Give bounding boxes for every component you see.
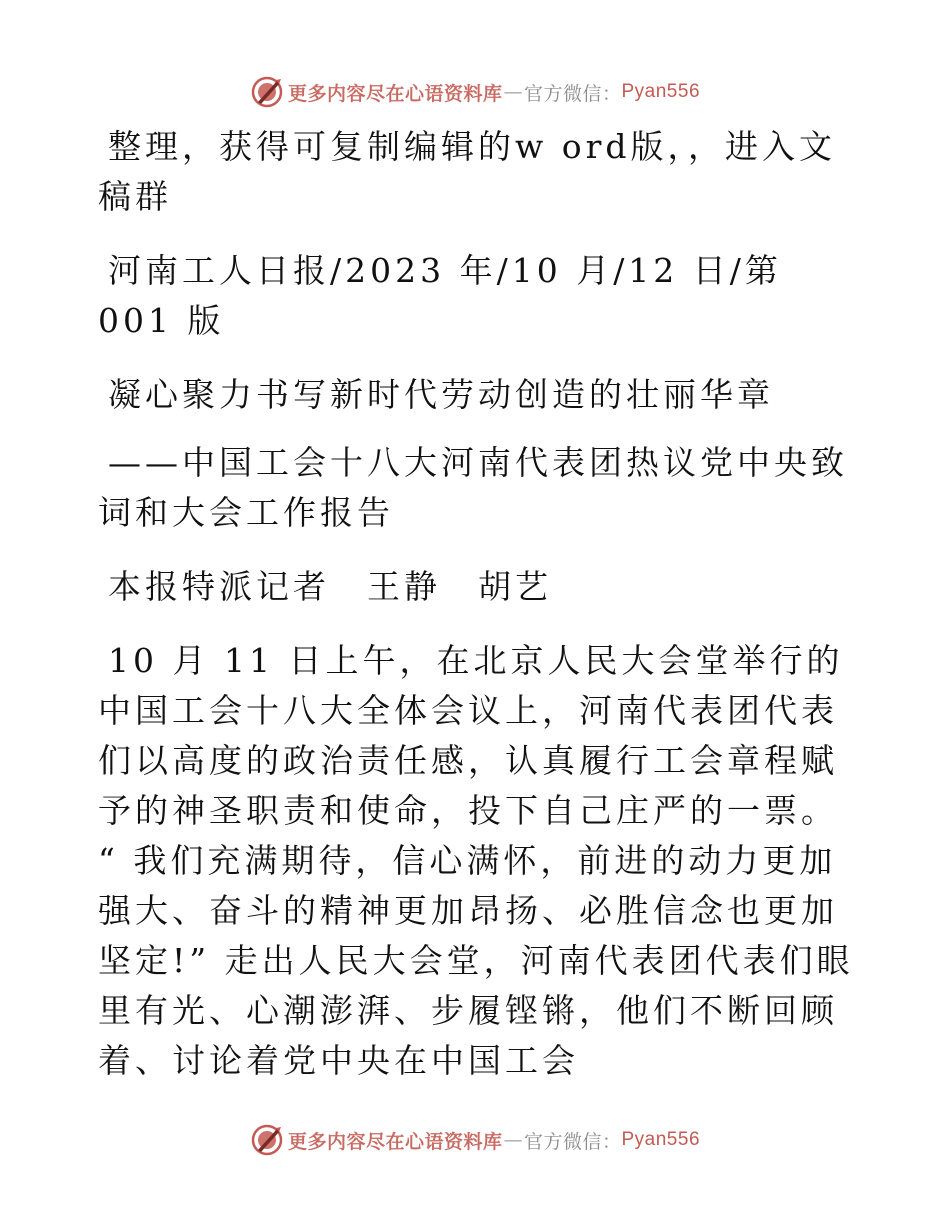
header-watermark	[0, 72, 950, 112]
watermark-main-text: 更多内容尽在心语资料库	[287, 82, 503, 105]
watermark-label: 官方微信：	[523, 1130, 622, 1153]
watermark-main-text: 更多内容尽在心语资料库	[287, 1130, 503, 1153]
byline: 本报特派记者 王静 胡艺	[108, 567, 552, 606]
body-paragraph: 10 月 11 日上午，在北京人民大会堂举行的中国工会十八大全体会议上，河南代表团代表们以高度的政治责任感，认真履行工会章程赋予的神圣职责和使命，投下自己庄严的一票。 “ 我们充满期待，信心满怀，前进的动力更加强大、奋斗的精神更加昂扬、必胜信念也更加坚定!” 走出人民大会堂，河南代表团代表们眼里有光、心潮澎湃、步履铿锵，他们不断回顾着、讨论着党中央在中国工会	[98, 641, 854, 1080]
watermark-label: 官方微信：	[523, 82, 622, 105]
watermark-separator: —	[503, 1129, 523, 1151]
watermark-handle: Pyan556	[621, 81, 701, 102]
quill-seal-icon	[250, 75, 284, 109]
source-line: 河南工人日报/2023 年/10 月/12 日/第 001 版	[98, 251, 782, 340]
watermark-separator: —	[503, 81, 523, 103]
footer-watermark	[0, 1120, 950, 1160]
subheadline: ——中国工会十八大河南代表团热议党中央致词和大会工作报告	[98, 443, 848, 532]
document-body	[98, 122, 858, 1086]
watermark-handle: Pyan556	[621, 1129, 701, 1150]
headline: 凝心聚力书写新时代劳动创造的壮丽华章	[108, 375, 774, 414]
intro-line: 整理，获得可复制编辑的w ord版，，进入文稿群	[98, 127, 837, 216]
quill-seal-icon	[250, 1123, 284, 1157]
